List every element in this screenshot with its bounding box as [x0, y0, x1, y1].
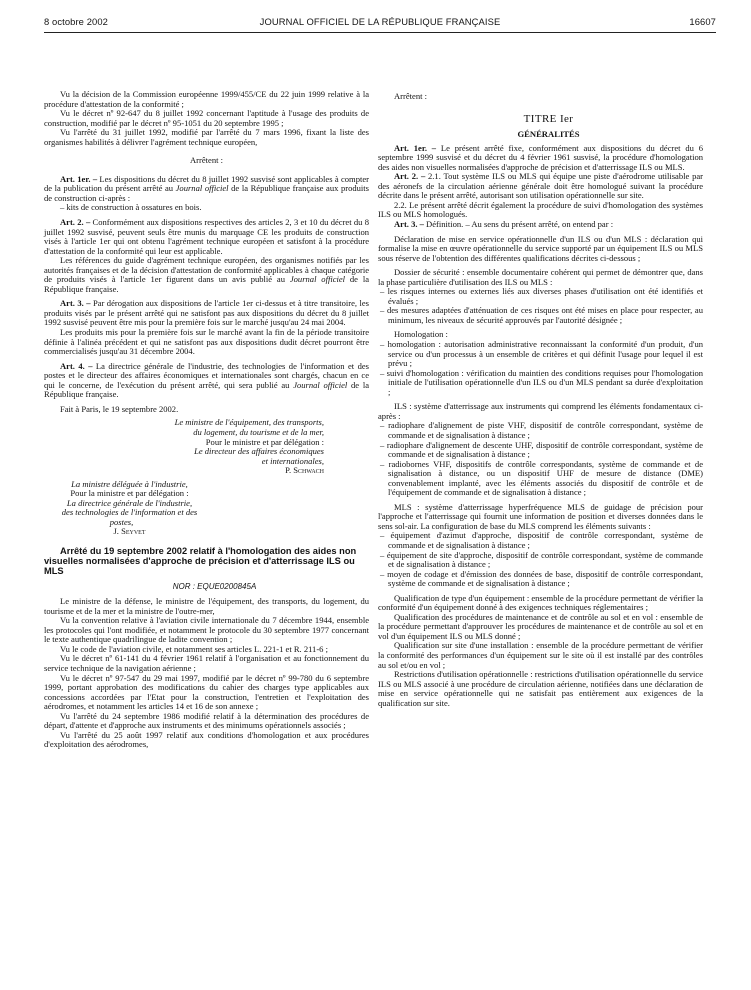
left-column	[44, 90, 369, 750]
journal-ref: Journal officiel	[293, 379, 348, 390]
paragraph: Vu l'arrêté du 24 septembre 1986 modifié relatif à la détermination des procédures de départ, d'attente et d'approche aux instruments et des minimums opérationnels associés ;	[44, 710, 369, 731]
article-1	[44, 175, 369, 204]
article-2	[378, 172, 703, 201]
paragraph	[44, 256, 369, 294]
article-label: Art. 4. –	[60, 360, 93, 371]
article-label: Art. 1er. –	[394, 142, 437, 153]
paragraph: Vu la convention relative à l'aviation civile internationale du 7 décembre 1944, ensemble les protocoles qui l'ont modifiée, et notamment le protocole du 30 septembre 1977 concernant le texte authentique quadrilingue de ladite convention ;	[44, 615, 369, 645]
list-item: – équipement d'azimut d'approche, dispositif de contrôle correspondant, système de commande et de signalisation à distance ;	[380, 530, 703, 550]
article-text: La directrice générale de l'industrie, des technologies de l'information et des postes et le directeur des affaires économiques et internationales sont chargés, chacun en ce qui le concerne, de l'exécution du présent arrêté, qui sera publié au	[44, 360, 369, 390]
article-3	[44, 299, 369, 328]
article-text: de la République française aux produits de construction ci-après :	[44, 183, 369, 203]
paragraph: Vu le décret nº 61-141 du 4 février 1961 relatif à l'organisation et au fonctionnement du service technique de la navigation aérienne ;	[44, 653, 369, 673]
signatory-name	[44, 527, 369, 537]
list-item: – kits de construction à ossatures en bois.	[60, 202, 202, 213]
journal-title: JOURNAL OFFICIEL DE LA RÉPUBLIQUE FRANÇAISE	[259, 16, 501, 27]
paragraph: Vu le code de l'aviation civile, et notamment ses articles L. 221-1 et R. 211-6 ;	[60, 643, 328, 654]
paragraph: Vu l'arrêté du 31 juillet 1992, modifié par l'arrêté du 7 mars 1996, fixant la liste des organismes habilités à délivrer l'agrément technique européen,	[44, 127, 369, 147]
signatory-title: des technologies de l'information et des postes,	[61, 507, 198, 527]
journal-ref: Journal officiel	[289, 274, 346, 285]
definition: ILS : système d'atterrissage aux instruments qui comprend les éléments fondamentaux ci-après :	[378, 401, 703, 421]
nor-reference: NOR : EQUE0200845A	[172, 581, 257, 591]
paragraph: Vu le décret nº 92-647 du 8 juillet 1992 concernant l'aptitude à l'usage des produits de construction, modifié par le décret nº 95-1051 du 20 septembre 1995 ;	[44, 108, 369, 128]
running-header	[44, 16, 716, 30]
article-text: Par dérogation aux dispositions de l'article 1er ci-dessus et à titre transitoire, les produits visés par le présent arrêté qui ne satisfont pas aux dispositions du décret du 8 juillet 1992 susvisé peuvent être mis pour la première fois sur le marché jusqu'au 24 mai 2004.	[44, 298, 370, 328]
delegation: Pour la ministre et par délégation :	[70, 488, 189, 499]
list-item: – suivi d'homologation : vérification du maintien des conditions requises pour l'homologation initiale de l'utilisation opérationnelle d'un ILS ou d'un MLS pendant sa durée d'exploitation ;	[380, 367, 703, 397]
definition: Qualification de type d'un équipement : ensemble de la procédure permettant de vérifier la conformité d'un équipement donné à des exigences techniques réglementaires ;	[378, 592, 703, 613]
paragraph: Les produits mis pour la première fois sur le marché avant la fin de la période transitoire définie à l'alinéa précédent et qui ne satisfont pas aux dispositions dudit décret pourront être commercialisés jusqu'au 31 décembre 2004.	[44, 327, 369, 357]
signatory-title: du logement, du tourisme et de la mer,	[193, 426, 324, 437]
signatory-title: La directrice générale de l'industrie,	[66, 497, 193, 508]
titre-heading: TITRE Ier	[523, 112, 574, 125]
signatory-title: et internationales,	[261, 455, 324, 466]
signatory-name-text: J. Seyvet	[113, 526, 146, 537]
right-column	[378, 92, 703, 708]
signatory-title: Le ministre de l'équipement, des transports,	[174, 417, 324, 428]
definition: Restrictions d'utilisation opérationnelle : restrictions d'utilisation opérationnelle du service ILS ou MLS associé à une procédure de circulation aérienne, notifiées dans une déclaration de mise en service opérationnelle qui ne satisfait pas entièrement aux exigences de la qualification sur site.	[378, 669, 703, 708]
article-label: Art. 3. –	[60, 298, 91, 309]
article-2	[44, 218, 369, 256]
signatory-title: Le directeur des affaires économiques	[194, 446, 324, 457]
header-rule	[44, 32, 716, 33]
signature-date: Fait à Paris, le 19 septembre 2002.	[60, 403, 179, 414]
list-item: – homologation : autorisation administrative reconnaissant la conformité d'un produit, d'un service ou d'un processus à un ensemble de critères et qui définit l'usage pour lequel il est prévu ;	[380, 339, 703, 369]
section-heading: GÉNÉRALITÉS	[517, 129, 580, 140]
article-text: Le présent arrêté fixe, conformément aux dispositions du décret du 6 septembre 1999 susvisé et du décret du 4 février 1961 susvisé, la procédure d'homologation des aides non visuelles normalisées d'approche de précision et d'atterrissage ILS ou MLS.	[378, 142, 703, 172]
journal-ref: Journal officiel	[175, 183, 229, 194]
article-text: Conformément aux dispositions respectives des articles 2, 3 et 10 du décret du 8 juillet 1992 susvisé, peuvent seuls être munis du marquage CE les produits de construction visés à l'article 1er qui ont obtenu l'agrément technique européen et satisfont à la procédure d'attestation de la conformité qui leur est applicable.	[44, 217, 369, 256]
definition: MLS : système d'atterrissage hyperfréquence MLS de guidage de précision pour l'approche et l'atterrissage qui fournit une information de position et diverses données dans le sens sol-air. La configuration de base du MLS comprend les éléments suivants :	[378, 501, 703, 531]
article-label: Art. 3. –	[394, 219, 424, 230]
definition: Qualification des procédures de maintenance et de contrôle au sol et en vol : ensemble de la procédure permettant d'approuver les procédures de maintenance et de contrôle au sol et en vol d'un équipement ILS ou MLS donné ;	[378, 611, 703, 641]
definition: Homologation :	[394, 329, 448, 340]
arretent-heading: Arrêtent :	[394, 91, 427, 101]
article-label: Art. 2. –	[394, 171, 426, 182]
signatory-name	[44, 466, 369, 476]
list-item: – des mesures adaptées d'atténuation de ces risques ont été mises en place pour respecter, au minimum, les niveaux de sécurité approuvés par l'autorité désignée ;	[380, 305, 703, 325]
article-label: Art. 2. –	[60, 217, 91, 228]
article-text: Définition. – Au sens du présent arrêté, on entend par :	[423, 219, 614, 230]
definition: Déclaration de mise en service opérationnelle d'un ILS ou d'un MLS : déclaration qui formalise la mise en œuvre opérationnelle du service supporté par un équipement ILS ou MLS sous réserve de l'obtention des différentes qualifications décrites ci-dessous ;	[378, 233, 703, 263]
paragraph: Vu le décret nº 97-547 du 29 mai 1997, modifié par le décret nº 99-780 du 6 septembre 1999, portant approbation des modifications du cahier des charges type applicables aux concessions accordées par l'Etat pour la construction, l'entretien et l'exploitation des aérodromes, et notamment les articles 14 et 16 de son annexe ;	[44, 672, 369, 712]
list-item: – radiophare d'alignement de descente UHF, dispositif de contrôle correspondant, système de commande et de signalisation à distance ;	[380, 439, 703, 460]
article-label: Art. 1er. –	[60, 173, 98, 184]
article-text: 2.1. Tout système ILS ou MLS qui équipe une piste d'aérodrome utilisable par des aéronefs de la circulation aérienne générale doit être homologué suivant la procédure décrite dans le présent arrêté, autorisant son utilisation opérationnelle sur site.	[378, 171, 703, 201]
paragraph: 2.2. Le présent arrêté décrit également la procédure de suivi d'homologation des systèmes ILS ou MLS homologués.	[378, 199, 703, 220]
paragraph: Vu la décision de la Commission européenne 1999/455/CE du 22 juin 1999 relative à la procédure d'attestation de la conformité ;	[44, 89, 369, 109]
list-item: – équipement de site d'approche, dispositif de contrôle correspondant, système de commande et de signalisation à distance ;	[380, 549, 703, 570]
list-item: – les risques internes ou externes liés aux diverses phases d'utilisation ont été identifiés et évalués ;	[380, 286, 703, 306]
delegation: Pour le ministre et par délégation :	[205, 436, 324, 447]
signatory-name-text: P. Schwach	[285, 465, 324, 476]
article-text: Les références du guide d'agrément technique européen, des organismes notifiés par les autorités françaises et de la décision d'attestation de conformité applicables à chaque catégorie de produits visés à l'article 1er figurent dans un avis publié au	[44, 255, 369, 285]
article-text: Les dispositions du décret du 8 juillet 1992 susvisé sont applicables à compter de la publication du présent arrêté au	[44, 173, 369, 194]
article-4	[44, 362, 369, 400]
article-3	[378, 220, 703, 230]
paragraph: Le ministre de la défense, le ministre de l'équipement, des transports, du logement, du tourisme et de la mer et la ministre de l'outre-mer,	[44, 596, 369, 616]
paragraph: Vu l'arrêté du 25 août 1997 relatif aux conditions d'homologation et aux procédures d'exploitation des aérodromes,	[44, 729, 369, 750]
definition: Qualification sur site d'une installation : ensemble de la procédure permettant de vérifier la conformité des performances d'un équipement sur le site où il est installé par des contrôles au sol et/ou en vol ;	[378, 640, 703, 670]
article-1	[378, 144, 703, 173]
signatory-title: La ministre déléguée à l'industrie,	[71, 478, 188, 489]
list-item: – radiophare d'alignement de piste VHF, dispositif de contrôle correspondant, système de commande et de signalisation à distance ;	[380, 420, 703, 440]
arretent-heading: Arrêtent :	[190, 155, 223, 166]
issue-date: 8 octobre 2002	[44, 16, 108, 27]
definition: Dossier de sécurité : ensemble documentaire cohérent qui permet de démontrer que, dans la phase particulière d'utilisation des ILS ou MLS :	[378, 267, 703, 287]
article-text: de la République française.	[44, 274, 369, 294]
list-item: – radiobornes VHF, dispositifs de contrôle correspondants, système de commande et de signalisation à distance, ou un dispositif UHF de mesure de distance (DME) convenablement implanté, avec les éléments associés du dispositif de contrôle et de l'équipement de commande et de signalisation à distance ;	[380, 458, 703, 498]
decree-title: Arrêté du 19 septembre 2002 relatif à l'homologation des aides non visuelles normalisées d'approche de précision et d'atterrissage ILS ou MLS	[44, 545, 357, 577]
list-item: – moyen de codage et d'émission des données de base, dispositif de contrôle correspondant, système de commande et de signalisation à distance ;	[380, 568, 703, 589]
page-number: 16607	[689, 16, 716, 27]
article-text: de la République française.	[44, 379, 369, 400]
